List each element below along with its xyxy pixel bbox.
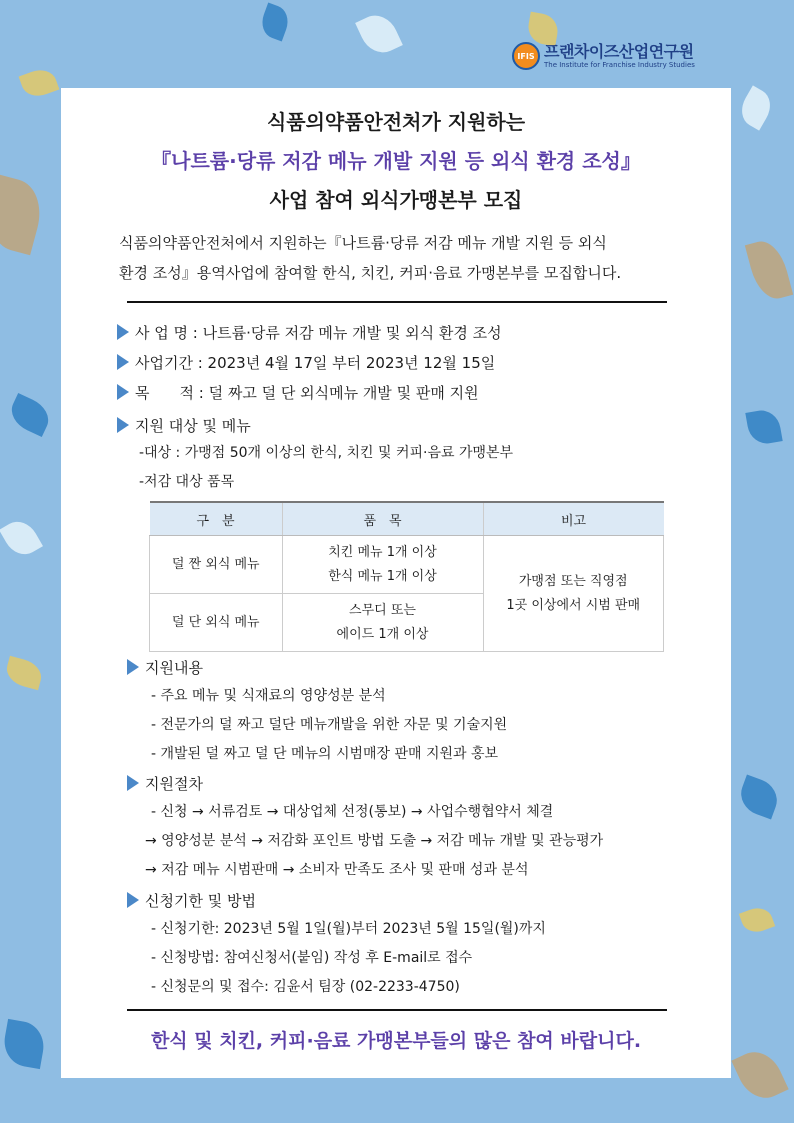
reduction-items-table <box>149 501 664 652</box>
leaf-decoration <box>257 3 292 42</box>
list-item: - 전문가의 덜 짜고 덜단 메뉴개발을 위한 자문 및 기술지원 <box>151 717 508 733</box>
procedure-line: - 신청 → 서류검토 → 대상업체 선정(통보) → 사업수행협약서 체결 <box>151 804 554 820</box>
table-header-items: 품 목 <box>282 502 483 536</box>
leaf-decoration <box>745 407 782 446</box>
intro-line-1: 식품의약품안전처에서 지원하는『나트륨·당류 저감 메뉴 개발 지원 등 외식 <box>119 234 607 252</box>
list-item: - 신청문의 및 접수: 김윤서 팀장 (02-2233-4750) <box>151 979 460 995</box>
leaf-decoration <box>0 175 48 256</box>
logo-name-kr: 프랜차이즈산업연구원 <box>544 41 694 61</box>
leaf-decoration <box>6 393 55 437</box>
target-line: -대상 : 가맹점 50개 이상의 한식, 치킨 및 커피·음료 가맹본부 <box>139 445 514 461</box>
procedure-heading: 지원절차 <box>127 773 203 794</box>
bullet-triangle-icon <box>127 659 139 675</box>
target-heading: 지원 대상 및 메뉴 <box>117 415 251 436</box>
table-note: 가맹점 또는 직영점 1곳 이상에서 시범 판매 <box>483 536 664 652</box>
table-header-note: 비고 <box>483 502 664 536</box>
leaf-decoration <box>735 775 782 820</box>
procedure-line: → 저감 메뉴 시범판매 → 소비자 만족도 조사 및 판매 성과 분석 <box>145 862 529 878</box>
row1-category: 덜 짠 외식 메뉴 <box>150 536 283 594</box>
table-header-category: 구 분 <box>150 502 283 536</box>
leaf-decoration <box>745 237 793 304</box>
list-item: - 신청기한: 2023년 5월 1일(월)부터 2023년 5월 15일(월)까지 <box>151 921 546 937</box>
leaf-decoration <box>19 65 60 101</box>
items-heading: -저감 대상 품목 <box>139 474 235 490</box>
bullet-triangle-icon <box>117 354 129 370</box>
institute-logo <box>512 42 695 70</box>
leaf-decoration <box>0 1019 47 1069</box>
table-row <box>150 536 664 594</box>
row1-items: 치킨 메뉴 1개 이상 한식 메뉴 1개 이상 <box>282 536 483 594</box>
divider-top <box>127 301 667 303</box>
procedure-line: → 영양성분 분석 → 저감화 포인트 방법 도출 → 저감 메뉴 개발 및 관능평가 <box>145 833 604 849</box>
leaf-decoration <box>739 904 775 937</box>
support-heading: 지원내용 <box>127 657 203 678</box>
project-period-line: 사업기간 : 2023년 4월 17일 부터 2023년 12월 15일 <box>117 352 495 373</box>
title-line-1: 식품의약품안전처가 지원하는 <box>266 110 526 134</box>
bullet-triangle-icon <box>127 892 139 908</box>
bullet-triangle-icon <box>117 324 129 340</box>
leaf-decoration <box>731 1044 788 1106</box>
logo-mark: IFIS <box>512 42 540 70</box>
bullet-triangle-icon <box>117 384 129 400</box>
bullet-triangle-icon <box>127 775 139 791</box>
intro-line-2: 환경 조성』용역사업에 참여할 한식, 치킨, 커피·음료 가맹본부를 모집합니다. <box>119 264 622 282</box>
leaf-decoration <box>355 9 403 60</box>
logo-name-en: The Institute for Franchise Industry Studies <box>544 60 695 69</box>
leaf-decoration <box>735 85 777 130</box>
title-line-2: 『나트륨·당류 저감 메뉴 개발 지원 등 외식 환경 조성』 <box>151 149 641 173</box>
intro-paragraph <box>119 228 689 288</box>
list-item: - 주요 메뉴 및 식재료의 영양성분 분석 <box>151 688 386 704</box>
divider-bottom <box>127 1009 667 1011</box>
project-name-line: 사 업 명 : 나트륨·당류 저감 메뉴 개발 및 외식 환경 조성 <box>117 322 502 343</box>
closing-message: 한식 및 치킨, 커피·음료 가맹본부들의 많은 참여 바랍니다. <box>150 1030 642 1052</box>
table-header-row <box>150 502 664 536</box>
leaf-decoration <box>3 656 45 690</box>
title-line-3: 사업 참여 외식가맹본부 모집 <box>269 188 523 212</box>
list-item: - 개발된 덜 짜고 덜 단 메뉴의 시범매장 판매 지원과 홍보 <box>151 746 499 762</box>
list-item: - 신청방법: 참여신청서(붙임) 작성 후 E-mail로 접수 <box>151 950 473 966</box>
bullet-triangle-icon <box>117 417 129 433</box>
notice-paper <box>61 88 731 1078</box>
application-heading: 신청기한 및 방법 <box>127 890 256 911</box>
leaf-decoration <box>0 515 43 561</box>
row2-items: 스무디 또는 에이드 1개 이상 <box>282 594 483 652</box>
row2-category: 덜 단 외식 메뉴 <box>150 594 283 652</box>
project-purpose-line: 목 적 : 덜 짜고 덜 단 외식메뉴 개발 및 판매 지원 <box>117 382 479 403</box>
